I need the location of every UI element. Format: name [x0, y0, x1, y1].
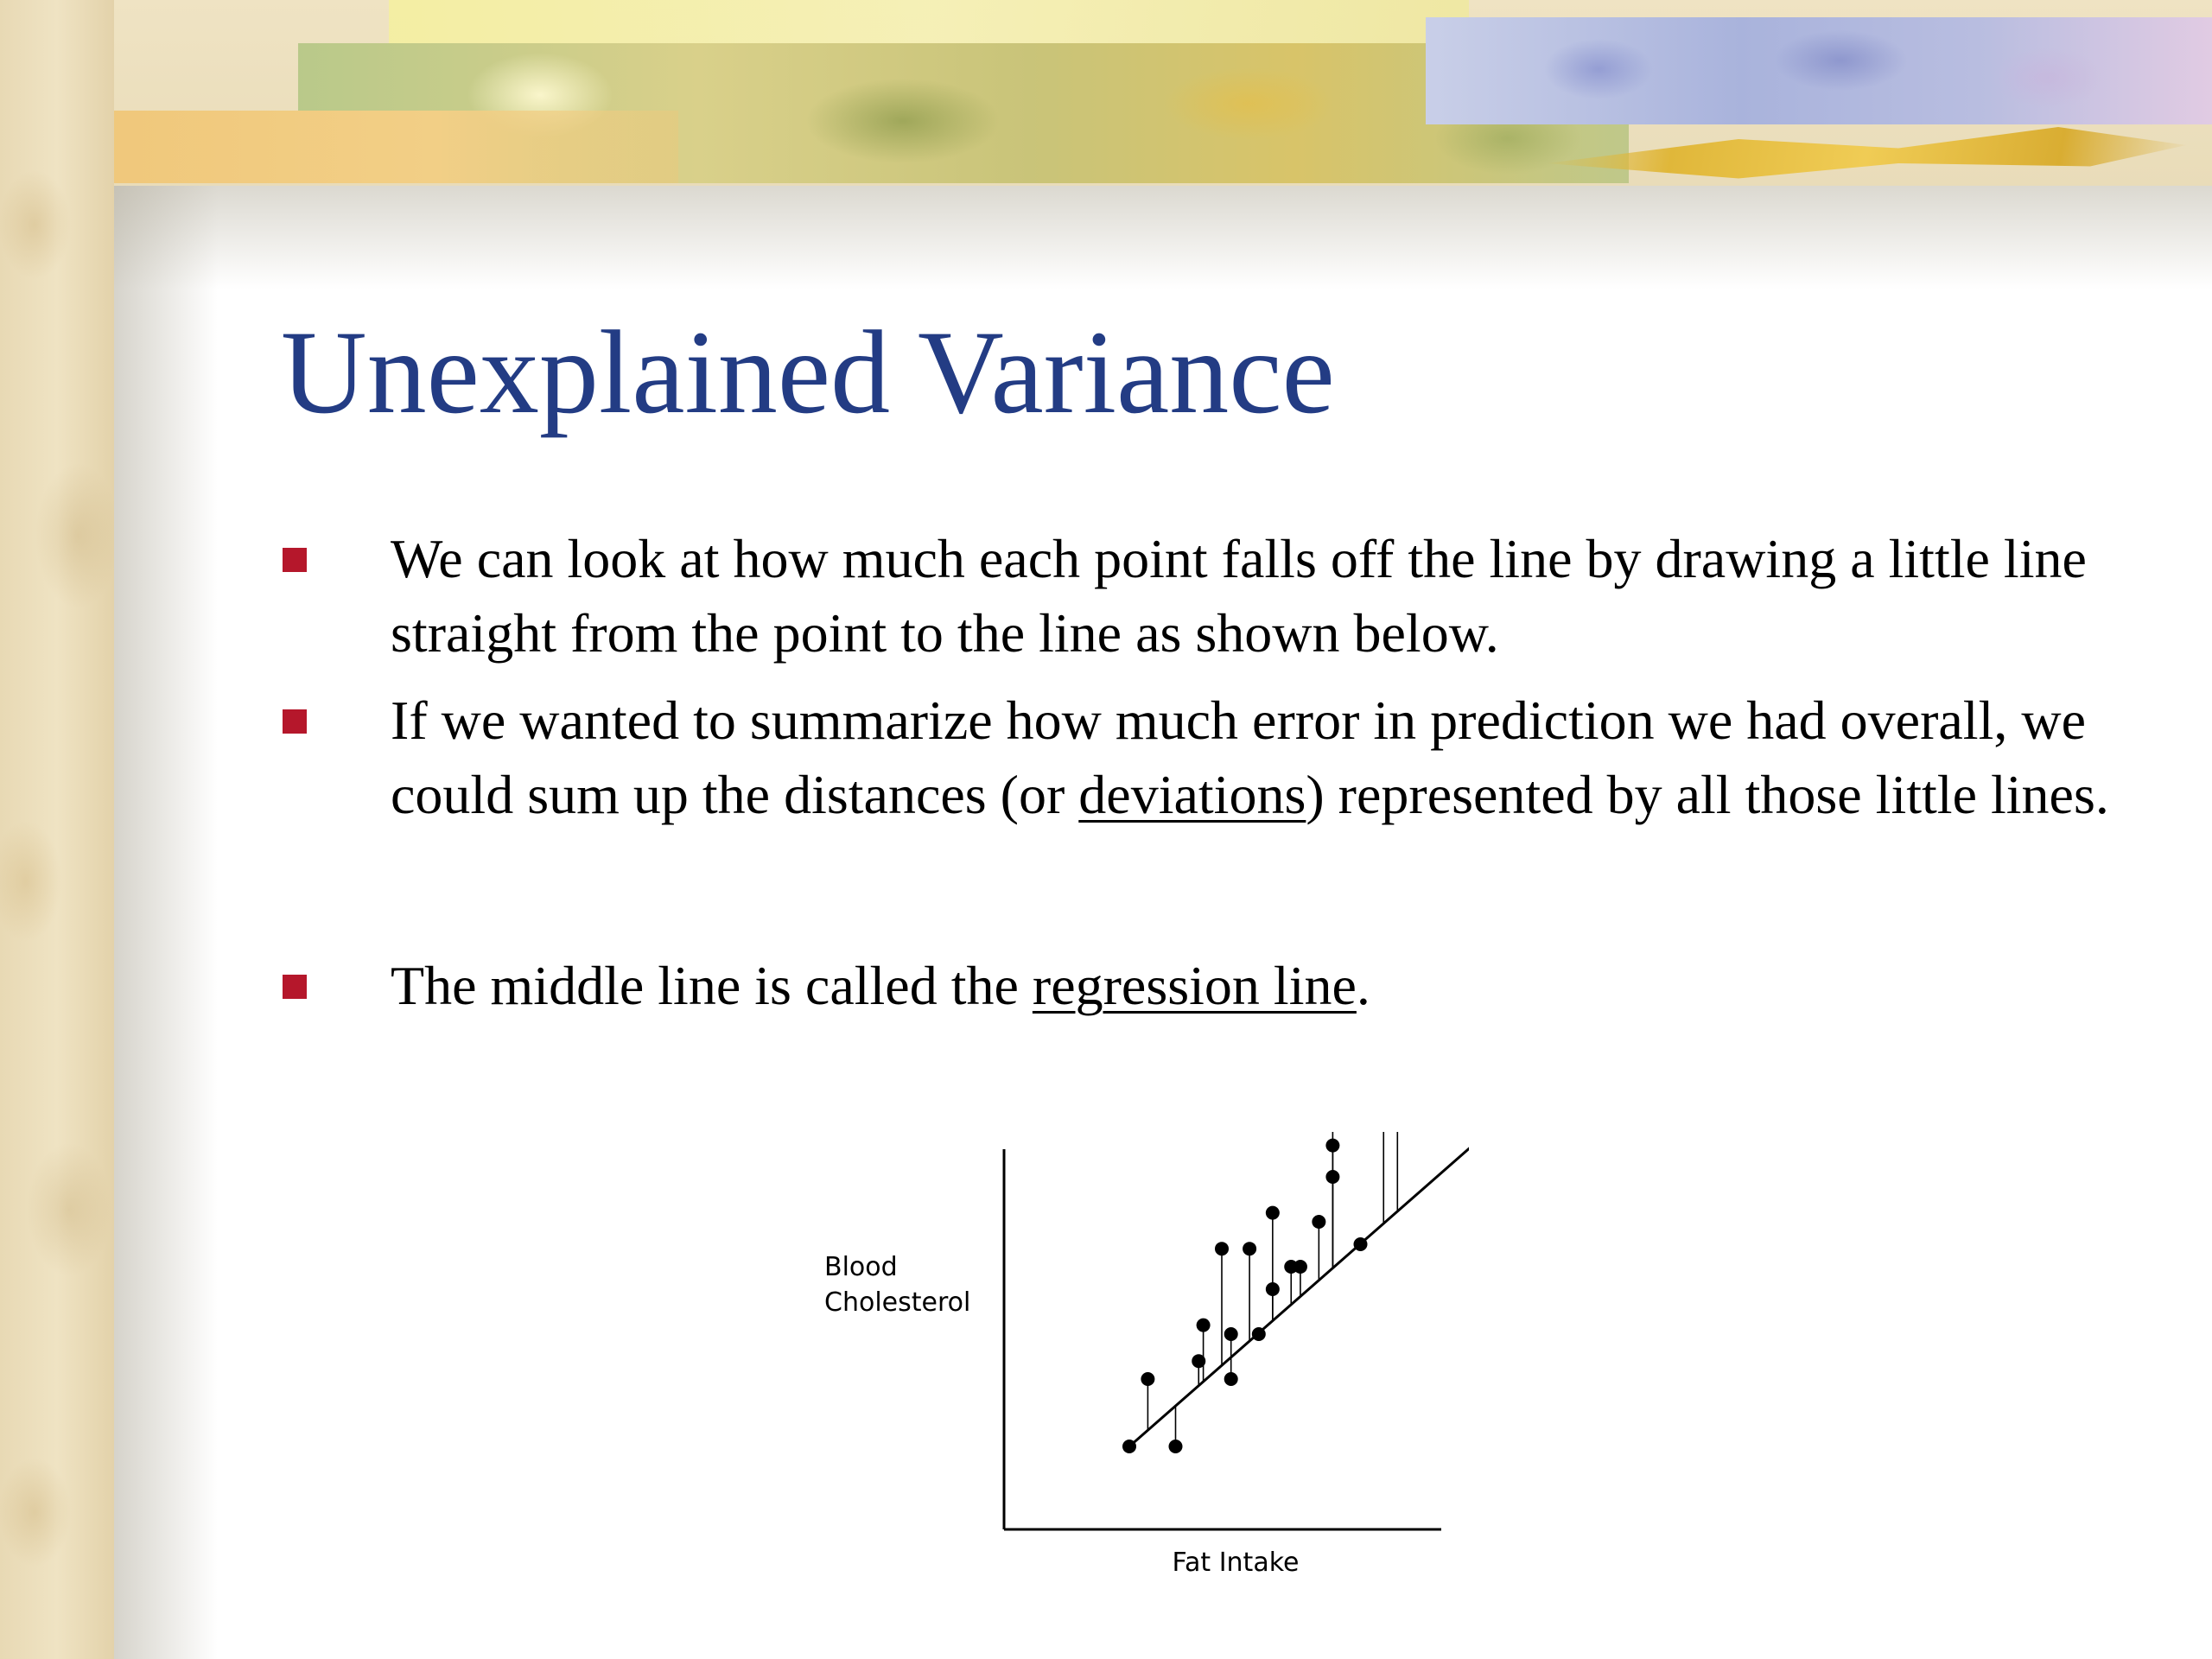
data-point — [1141, 1372, 1154, 1386]
y-axis-label-line-1: Blood — [824, 1252, 898, 1282]
data-point — [1266, 1206, 1280, 1220]
data-point — [1294, 1260, 1307, 1274]
plot-area — [1122, 1132, 1469, 1453]
data-point — [1312, 1215, 1325, 1229]
data-point — [1243, 1242, 1256, 1255]
bullet-marker — [283, 548, 307, 572]
data-point — [1266, 1282, 1280, 1296]
scatter-chart — [812, 1132, 1469, 1581]
x-axis-label: Fat Intake — [1172, 1548, 1300, 1578]
data-point — [1354, 1237, 1368, 1251]
bullet-text — [391, 522, 2162, 671]
bullet-3-text-b: . — [1356, 955, 1370, 1016]
strip-shadow — [114, 186, 218, 1659]
y-axis-label-line-2: Cholesterol — [824, 1287, 971, 1318]
data-point — [1197, 1319, 1211, 1332]
bullet-2-text-a: If we wanted to summarize how much error in prediction we had overall, we could sum up the distances (or — [391, 690, 2086, 825]
bullet-text — [391, 949, 2162, 1023]
slide-title: Unexplained Variance — [281, 306, 1335, 438]
data-point — [1252, 1327, 1266, 1341]
bullet-text — [391, 683, 2162, 832]
bullet-2-text-b: ) represented by all those little lines. — [1306, 764, 2109, 825]
bullet-marker — [283, 709, 307, 734]
data-point — [1224, 1372, 1238, 1386]
banner-tile-orange — [73, 111, 678, 183]
data-point — [1169, 1440, 1183, 1453]
bullet-3-text-a: The middle line is called the — [391, 955, 1033, 1016]
bullet-1-text: We can look at how much each point falls off the line by drawing a little line straight from the point to the line as shown below. — [391, 528, 2087, 664]
data-point — [1215, 1242, 1229, 1255]
data-point — [1224, 1327, 1238, 1341]
banner-tile-blue — [1426, 17, 2212, 124]
banner-shadow — [114, 186, 2212, 289]
bullet-marker — [283, 975, 307, 999]
term-deviations: deviations — [1078, 764, 1306, 825]
regression-line — [1129, 1132, 1469, 1446]
term-regression-line: regression line — [1032, 955, 1357, 1016]
data-point — [1122, 1440, 1136, 1453]
parchment-strip — [0, 0, 114, 1659]
